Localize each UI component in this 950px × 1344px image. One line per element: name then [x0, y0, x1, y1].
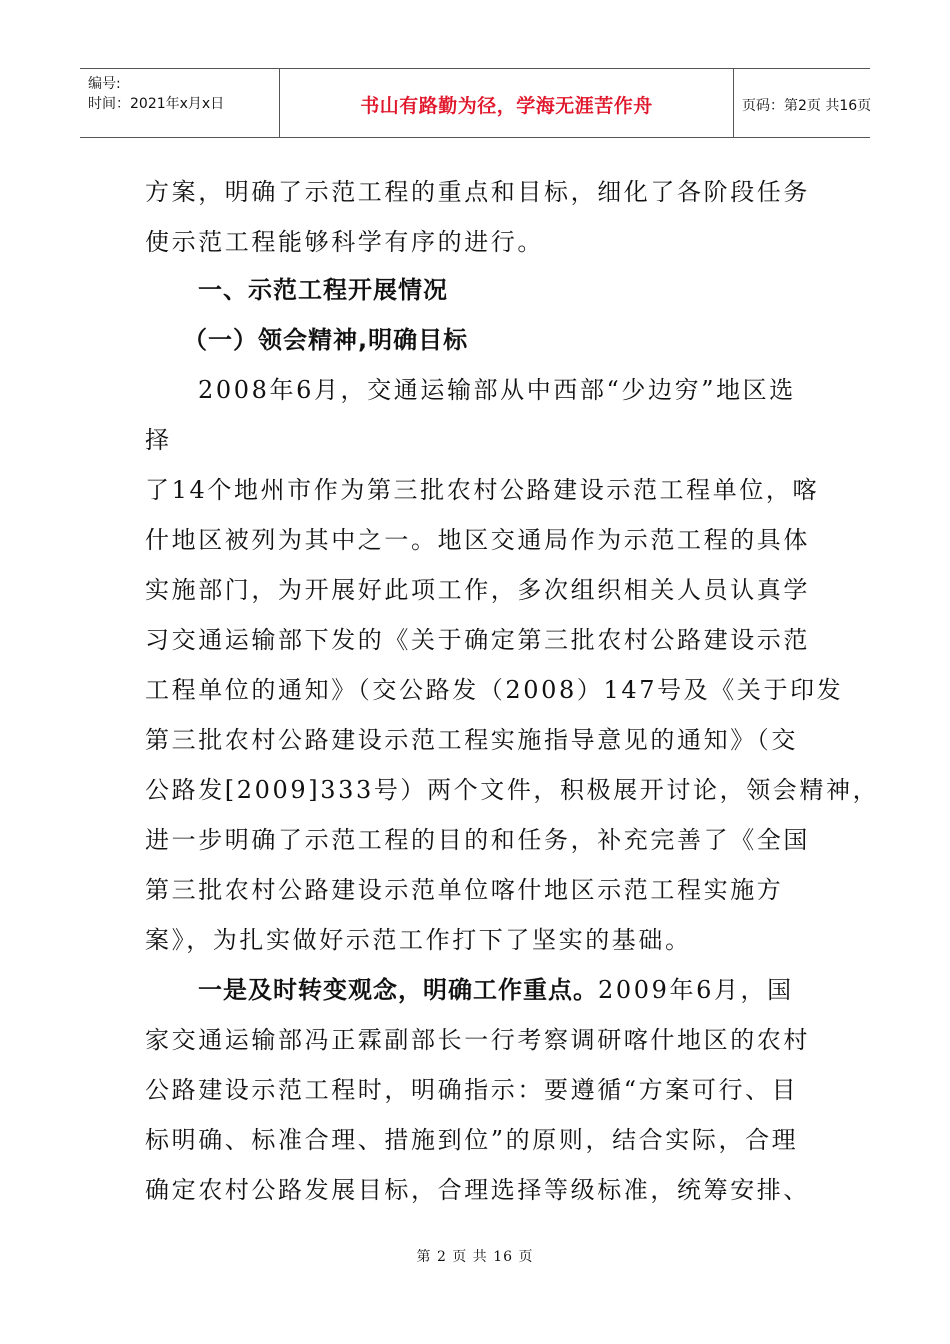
body-line: 确定农村公路发展目标，合理选择等级标准，统筹安排、: [145, 1176, 810, 1204]
body-line: 家交通运输部冯正霖副部长一行考察调研喀什地区的农村: [145, 1026, 810, 1054]
section-heading: 一、示范工程开展情况: [198, 276, 448, 304]
page-footer: 第 2 页 共 16 页: [416, 1249, 534, 1265]
body-line: 工程单位的通知》（交公路发（2008）147号及《关于印发: [145, 676, 844, 704]
document-number-label: 编号:: [88, 76, 121, 92]
body-line: 什地区被列为其中之一。地区交通局作为示范工程的具体: [145, 526, 810, 554]
body-line: 择: [145, 426, 172, 454]
body-line: 公路发[2009]333号）两个文件，积极展开讨论，领会精神，: [145, 776, 880, 804]
body-line: 进一步明确了示范工程的目的和任务，补充完善了《全国: [145, 826, 810, 854]
body-line: 使示范工程能够科学有序的进行。: [145, 228, 544, 256]
header-motto: 书山有路勤为径，学海无涯苦作舟: [360, 95, 653, 117]
body-line-rest: 2009年6月，国: [598, 976, 794, 1004]
body-line: 案》，为扎实做好示范工作打下了坚实的基础。: [145, 926, 692, 954]
body-line: 了14个地州市作为第三批农村公路建设示范工程单位，喀: [145, 476, 820, 504]
body-line: 方案，明确了示范工程的重点和目标，细化了各阶段任务: [145, 178, 810, 206]
header-meta-cell: [80, 69, 279, 137]
header-page-cell: [734, 69, 870, 137]
document-time-label: 时间：2021年x月x日: [88, 96, 225, 112]
body-line: 2008年6月，交通运输部从中西部“少边穷”地区选: [198, 376, 796, 404]
body-line: 第三批农村公路建设示范单位喀什地区示范工程实施方: [145, 876, 784, 904]
body-line: 第三批农村公路建设示范工程实施指导意见的通知》（交: [145, 726, 798, 754]
bold-lead-phrase: 一是及时转变观念，明确工作重点。: [198, 976, 598, 1004]
header-page-info: 页码：第2页 共16页: [742, 98, 872, 114]
header-motto-cell: [279, 69, 734, 137]
body-line: 习交通运输部下发的《关于确定第三批农村公路建设示范: [145, 626, 810, 654]
page-header: [80, 68, 870, 138]
subsection-heading: （一）领会精神,明确目标: [183, 326, 469, 354]
body-line: [198, 970, 794, 1005]
body-line: 标明确、标准合理、措施到位”的原则，结合实际，合理: [145, 1126, 799, 1154]
body-line: 公路建设示范工程时，明确指示：要遵循“方案可行、目: [145, 1076, 799, 1104]
body-line: 实施部门，为开展好此项工作，多次组织相关人员认真学: [145, 576, 810, 604]
